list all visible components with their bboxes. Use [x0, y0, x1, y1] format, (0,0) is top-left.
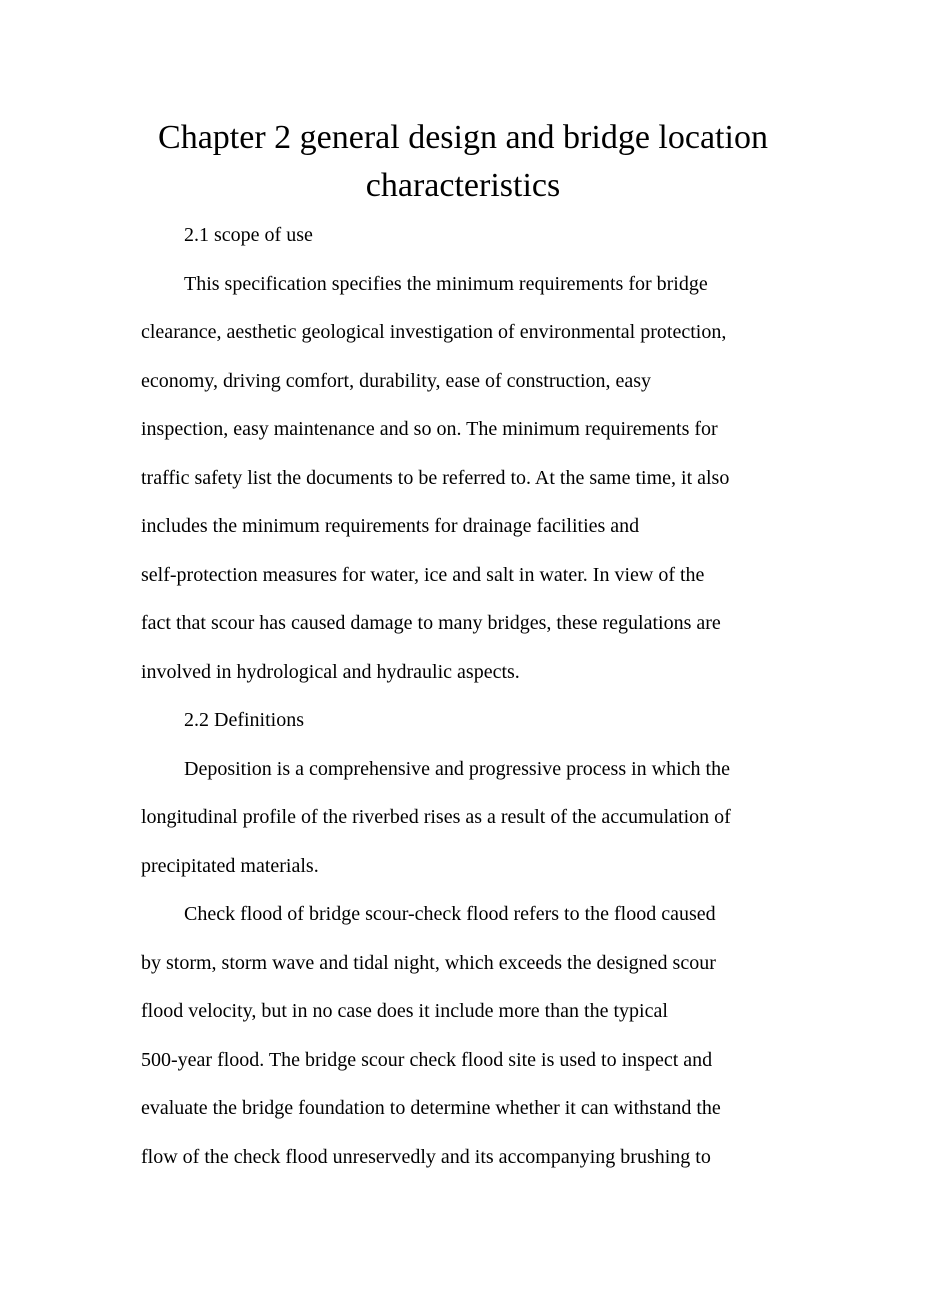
paragraph-line: flood velocity, but in no case does it include more than the typical	[141, 1000, 668, 1022]
section-heading-definitions: 2.2 Definitions	[184, 709, 304, 731]
paragraph-line: flow of the check flood unreservedly and its accompanying brushing to	[141, 1146, 711, 1168]
chapter-title-line-2: characteristics	[365, 167, 561, 204]
paragraph-line: evaluate the bridge foundation to determine whether it can withstand the	[141, 1097, 721, 1119]
paragraph-line: longitudinal profile of the riverbed rises as a result of the accumulation of	[141, 806, 731, 828]
paragraph-line: inspection, easy maintenance and so on. The minimum requirements for	[141, 418, 718, 440]
paragraph-line: fact that scour has caused damage to many bridges, these regulations are	[141, 612, 721, 634]
paragraph-line: includes the minimum requirements for drainage facilities and	[141, 515, 640, 537]
paragraph-line: by storm, storm wave and tidal night, which exceeds the designed scour	[141, 952, 716, 974]
paragraph-line: This specification specifies the minimum requirements for bridge	[184, 273, 708, 295]
paragraph-line: involved in hydrological and hydraulic aspects.	[141, 661, 520, 683]
paragraph-line: clearance, aesthetic geological investigation of environmental protection,	[141, 321, 727, 343]
paragraph-line: self-protection measures for water, ice and salt in water. In view of the	[141, 564, 705, 586]
section-heading-scope-of-use: 2.1 scope of use	[184, 224, 313, 246]
chapter-title-line-1: Chapter 2 general design and bridge location	[158, 119, 768, 156]
paragraph-line: precipitated materials.	[141, 855, 319, 877]
paragraph-line: economy, driving comfort, durability, ease of construction, easy	[141, 370, 652, 392]
paragraph-line: 500-year flood. The bridge scour check flood site is used to inspect and	[141, 1049, 713, 1071]
paragraph-line: traffic safety list the documents to be referred to. At the same time, it also	[141, 467, 730, 489]
paragraph-line: Check flood of bridge scour-check flood refers to the flood caused	[184, 903, 716, 925]
paragraph-line: Deposition is a comprehensive and progressive process in which the	[184, 758, 730, 780]
